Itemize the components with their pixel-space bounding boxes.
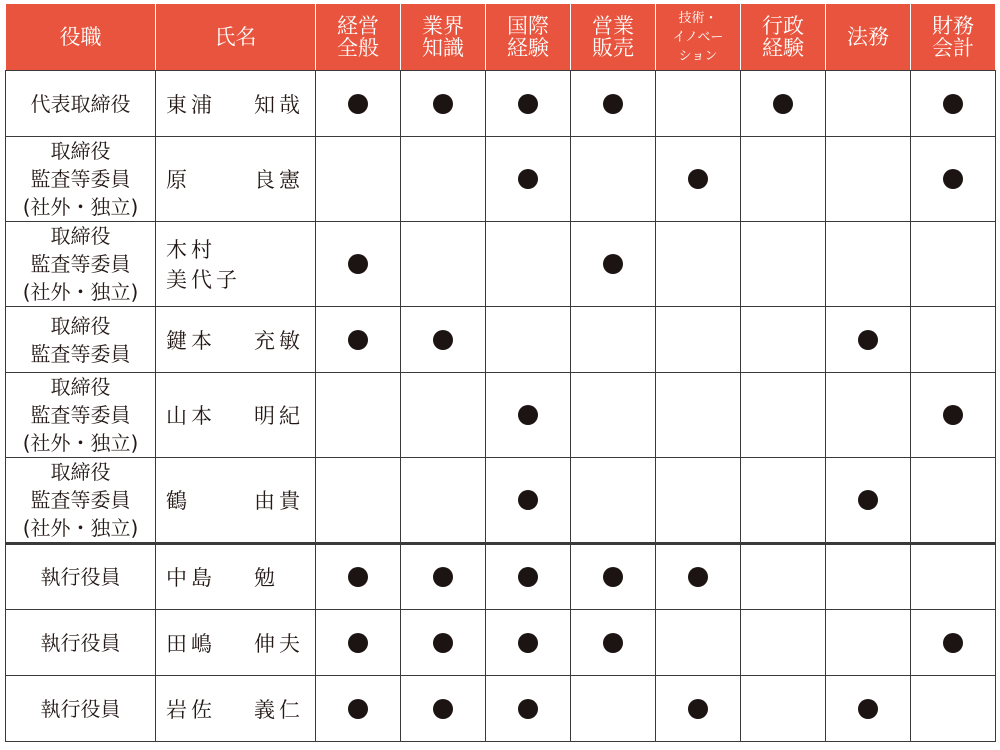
- skill-cell: [911, 458, 996, 544]
- given-name: 伸夫: [254, 631, 304, 656]
- name-cell: [156, 222, 316, 307]
- skill-cell: [741, 458, 826, 544]
- role-cell: 取締役 監査等委員: [6, 307, 156, 373]
- skill-cell: [486, 307, 571, 373]
- skill-cell: [571, 137, 656, 222]
- name-cell: [156, 71, 316, 137]
- name-cell: [156, 307, 316, 373]
- skill-cell: [826, 458, 911, 544]
- role-cell: 取締役 監査等委員 (社外・独立): [6, 137, 156, 222]
- skill-cell: [486, 137, 571, 222]
- skill-dot-icon: [348, 94, 368, 114]
- table-row: [6, 544, 996, 610]
- surname: 原: [166, 168, 191, 192]
- skill-cell: [316, 137, 401, 222]
- skill-cell: [401, 373, 486, 458]
- skill-dot-icon: [348, 633, 368, 653]
- skill-dot-icon: [433, 633, 453, 653]
- surname: 東浦: [166, 92, 216, 117]
- skill-cell: [741, 544, 826, 610]
- skill-dot-icon: [348, 699, 368, 719]
- skill-dot-icon: [518, 169, 538, 189]
- skill-cell: [656, 458, 741, 544]
- skill-cell: [401, 610, 486, 676]
- skill-cell: [316, 676, 401, 742]
- skill-cell: [826, 71, 911, 137]
- skill-dot-icon: [433, 567, 453, 587]
- skill-cell: [656, 222, 741, 307]
- name-cell: [156, 544, 316, 610]
- table-row: [6, 458, 996, 544]
- header-skill-sales: 営業 販売: [571, 4, 656, 71]
- skill-cell: [656, 544, 741, 610]
- header-skill-legal: 法務: [826, 4, 911, 71]
- table-row: [6, 307, 996, 373]
- skill-cell: [486, 676, 571, 742]
- role-cell: 取締役 監査等委員 (社外・独立): [6, 458, 156, 544]
- skill-cell: [401, 222, 486, 307]
- table-row: [6, 222, 996, 307]
- table-row: [6, 71, 996, 137]
- given-name: 美代子: [166, 268, 241, 292]
- skill-dot-icon: [518, 405, 538, 425]
- skill-dot-icon: [518, 567, 538, 587]
- skill-cell: [656, 676, 741, 742]
- skill-dot-icon: [603, 94, 623, 114]
- skill-cell: [571, 458, 656, 544]
- skill-cell: [911, 222, 996, 307]
- skill-cell: [401, 307, 486, 373]
- skill-cell: [316, 544, 401, 610]
- skill-dot-icon: [688, 567, 708, 587]
- table-row: [6, 137, 996, 222]
- skill-cell: [401, 676, 486, 742]
- skill-cell: [741, 676, 826, 742]
- surname: 鶴: [166, 489, 191, 513]
- skill-cell: [826, 137, 911, 222]
- skill-cell: [401, 137, 486, 222]
- surname: 木村: [166, 238, 216, 262]
- skill-cell: [486, 544, 571, 610]
- skill-dot-icon: [603, 567, 623, 587]
- skill-cell: [316, 71, 401, 137]
- skill-dot-icon: [518, 94, 538, 114]
- skill-cell: [401, 71, 486, 137]
- skill-dot-icon: [858, 330, 878, 350]
- header-name: 氏名: [156, 4, 316, 71]
- skill-cell: [826, 373, 911, 458]
- skills-matrix-table: [5, 4, 996, 742]
- given-name: 明紀: [254, 404, 304, 428]
- header-skill-international: 国際 経験: [486, 4, 571, 71]
- skill-dot-icon: [518, 633, 538, 653]
- skill-dot-icon: [943, 169, 963, 189]
- table-row: [6, 610, 996, 676]
- name-cell: [156, 137, 316, 222]
- skill-cell: [316, 610, 401, 676]
- skill-cell: [826, 222, 911, 307]
- skill-dot-icon: [603, 633, 623, 653]
- skill-dot-icon: [943, 94, 963, 114]
- name-cell: [156, 610, 316, 676]
- skill-cell: [486, 71, 571, 137]
- skill-dot-icon: [773, 94, 793, 114]
- skill-dot-icon: [348, 330, 368, 350]
- skill-dot-icon: [433, 699, 453, 719]
- role-cell: 執行役員: [6, 544, 156, 610]
- skill-cell: [401, 544, 486, 610]
- name-cell: [156, 373, 316, 458]
- skill-cell: [571, 373, 656, 458]
- role-cell: 代表取締役: [6, 71, 156, 137]
- surname: 中島: [166, 566, 216, 590]
- skill-cell: [316, 307, 401, 373]
- skill-cell: [911, 610, 996, 676]
- skill-cell: [486, 610, 571, 676]
- skill-cell: [316, 373, 401, 458]
- header-skill-management: 経営 全般: [316, 4, 401, 71]
- skill-cell: [656, 373, 741, 458]
- skill-cell: [911, 676, 996, 742]
- skill-cell: [911, 373, 996, 458]
- given-name: 知哉: [254, 92, 304, 117]
- skill-cell: [571, 307, 656, 373]
- name-cell: [156, 458, 316, 544]
- surname: 岩佐: [166, 697, 216, 722]
- skill-dot-icon: [518, 490, 538, 510]
- skill-cell: [656, 610, 741, 676]
- given-name: 良憲: [254, 168, 304, 192]
- name-cell: [156, 676, 316, 742]
- skill-dot-icon: [518, 699, 538, 719]
- skill-dot-icon: [348, 567, 368, 587]
- skill-cell: [571, 222, 656, 307]
- given-name: 義仁: [254, 697, 304, 722]
- skill-cell: [826, 610, 911, 676]
- skill-cell: [401, 458, 486, 544]
- given-name: 由貴: [254, 489, 304, 513]
- skill-cell: [826, 544, 911, 610]
- skill-dot-icon: [943, 633, 963, 653]
- header-row: [6, 4, 996, 71]
- surname: 山本: [166, 404, 216, 428]
- skill-dot-icon: [603, 254, 623, 274]
- skill-cell: [656, 307, 741, 373]
- skill-dot-icon: [858, 699, 878, 719]
- skill-cell: [316, 222, 401, 307]
- surname: 鍵本: [166, 328, 216, 353]
- skill-cell: [741, 222, 826, 307]
- table-row: [6, 676, 996, 742]
- skill-cell: [486, 373, 571, 458]
- skill-cell: [911, 137, 996, 222]
- skill-cell: [571, 610, 656, 676]
- skill-cell: [911, 71, 996, 137]
- skill-cell: [316, 458, 401, 544]
- skill-dot-icon: [858, 490, 878, 510]
- skill-dot-icon: [943, 405, 963, 425]
- skill-cell: [741, 71, 826, 137]
- skill-cell: [826, 676, 911, 742]
- header-skill-technology: 技術・ イノベー ション: [656, 4, 741, 71]
- header-skill-administration: 行政 経験: [741, 4, 826, 71]
- skill-cell: [741, 137, 826, 222]
- skill-cell: [911, 544, 996, 610]
- skill-cell: [741, 373, 826, 458]
- role-cell: 執行役員: [6, 610, 156, 676]
- matrix-body: [6, 71, 996, 742]
- role-cell: 取締役 監査等委員 (社外・独立): [6, 222, 156, 307]
- skill-cell: [486, 222, 571, 307]
- skill-cell: [656, 137, 741, 222]
- skill-dot-icon: [688, 169, 708, 189]
- skill-dot-icon: [433, 94, 453, 114]
- role-cell: 取締役 監査等委員 (社外・独立): [6, 373, 156, 458]
- given-name: 勉: [254, 566, 279, 590]
- skill-dot-icon: [348, 254, 368, 274]
- table-row: [6, 373, 996, 458]
- role-cell: 執行役員: [6, 676, 156, 742]
- skill-dot-icon: [688, 699, 708, 719]
- skill-cell: [741, 307, 826, 373]
- header-skill-industry: 業界 知識: [401, 4, 486, 71]
- header-role: 役職: [6, 4, 156, 71]
- given-name: 充敏: [254, 328, 304, 353]
- skill-cell: [571, 71, 656, 137]
- skill-cell: [571, 544, 656, 610]
- skill-cell: [826, 307, 911, 373]
- skill-cell: [486, 458, 571, 544]
- skill-cell: [656, 71, 741, 137]
- skill-cell: [741, 610, 826, 676]
- surname: 田嶋: [166, 631, 216, 656]
- skill-cell: [911, 307, 996, 373]
- skill-dot-icon: [433, 330, 453, 350]
- header-skill-finance: 財務 会計: [911, 4, 996, 71]
- skill-cell: [571, 676, 656, 742]
